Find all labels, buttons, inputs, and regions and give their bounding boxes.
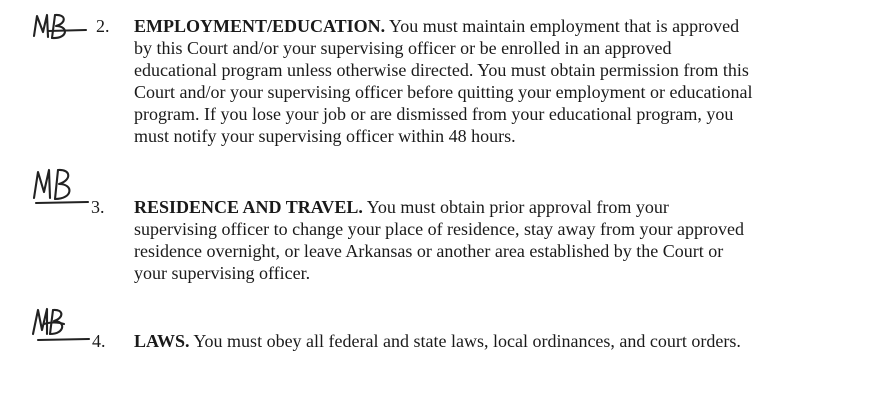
handwritten-initials-mb (28, 6, 106, 56)
condition-number: 2. (96, 16, 110, 36)
text-line: must notify your supervising officer within 48 hours. (134, 126, 516, 146)
text-line: You must obey all federal and state laws, local ordinances, and court orders. (189, 331, 741, 351)
condition-heading: RESIDENCE AND TRAVEL. (134, 197, 363, 217)
condition-heading: LAWS. (134, 331, 190, 351)
condition-number: 4. (92, 331, 106, 351)
text-line: You must obtain prior approval from your (362, 197, 669, 217)
text-line: supervising officer to change your place of residence, stay away from your approved (134, 219, 744, 239)
initials-signature (28, 6, 106, 56)
condition-text (134, 196, 834, 284)
condition-number: 3. (91, 197, 105, 217)
text-line: by this Court and/or your supervising officer or be enrolled in an approved (134, 38, 672, 58)
condition-text (134, 330, 834, 352)
text-line: your supervising officer. (134, 263, 311, 283)
text-line: program. If you lose your job or are dismissed from your educational program, you (134, 104, 734, 124)
text-line: You must maintain employment that is approved (385, 16, 740, 36)
text-line: educational program unless otherwise directed. You must obtain permission from this (134, 60, 749, 80)
condition-text (134, 15, 834, 147)
condition-heading: EMPLOYMENT/EDUCATION. (134, 16, 386, 36)
text-line: residence overnight, or leave Arkansas or another area established by the Court or (134, 241, 724, 261)
text-line: Court and/or your supervising officer before quitting your employment or educational (134, 82, 753, 102)
